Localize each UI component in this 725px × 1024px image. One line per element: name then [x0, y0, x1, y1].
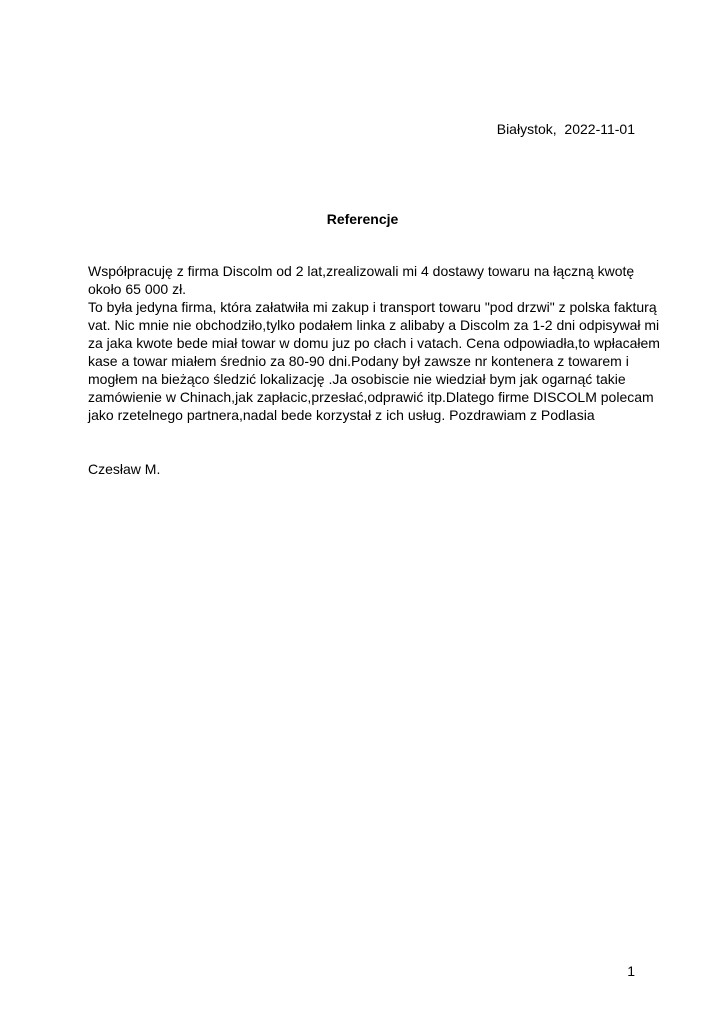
- body-line: mogłem na bieżąco śledzić lokalizację .Ja osobiscie nie wiedział bym jak ogarnąć takie: [88, 371, 626, 387]
- page-number: 1: [627, 963, 635, 979]
- body-line: jako rzetelnego partnera,nadal bede korzystał z ich usług. Pozdrawiam z Podlasia: [88, 407, 595, 423]
- body-line: vat. Nic mnie nie obchodziło,tylko podałem linka z alibaby a Discolm za 1-2 dni odpisywał mi: [88, 317, 660, 333]
- body-line: zamówienie w Chinach,jak zapłacic,przesłać,odprawić itp.Dlatego firme DISCOLM polecam: [88, 389, 654, 405]
- letter-body: [88, 262, 660, 424]
- body-line: kase a towar miałem średnio za 80-90 dni.Podany był zawsze nr kontenera z towarem i: [88, 353, 629, 369]
- document-title: Referencje: [326, 211, 399, 227]
- body-line: To była jedyna firma, która załatwiła mi zakup i transport towaru "pod drzwi" z polska fakturą: [88, 299, 657, 315]
- place-and-date: Białystok, 2022-11-01: [496, 121, 635, 137]
- body-line: około 65 000 zł.: [88, 281, 187, 297]
- body-line: za jaka kwote bede miał towar w domu juz po cłach i vatach. Cena odpowiadła,to wpłacałem: [88, 335, 660, 351]
- signature: Czesław M.: [88, 461, 161, 477]
- body-line: Współpracuję z firma Discolm od 2 lat,zrealizowali mi 4 dostawy towaru na łączną kwotę: [88, 263, 635, 279]
